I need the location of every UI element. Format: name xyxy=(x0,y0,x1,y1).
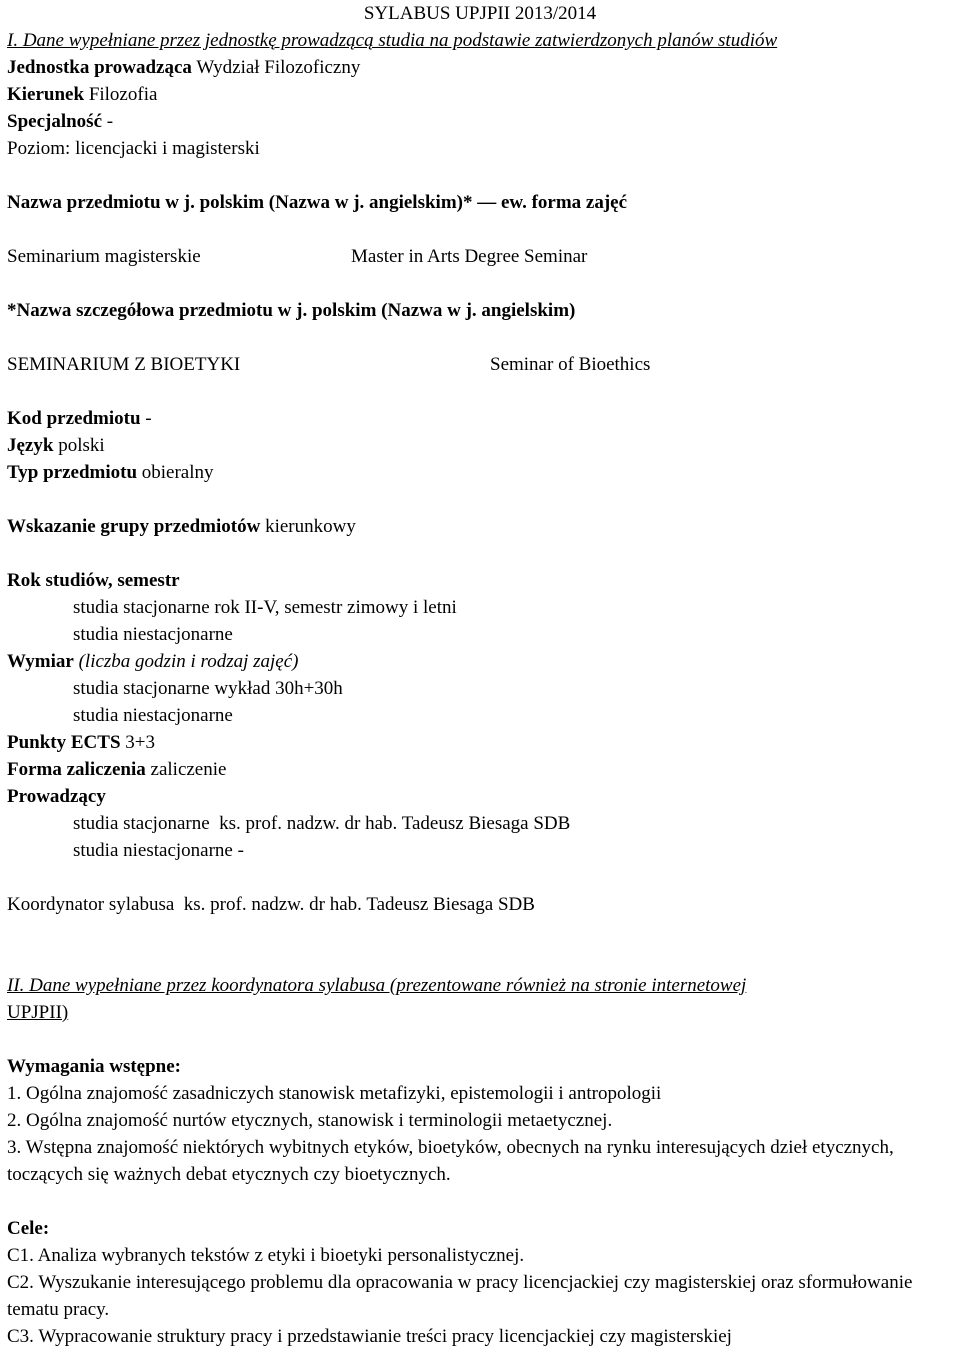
goals-label: Cele: xyxy=(7,1218,50,1239)
prerequisites-label: Wymagania wstępne: xyxy=(7,1056,181,1077)
year-semester-full-time: studia stacjonarne rok II-V, semestr zimowy i letni xyxy=(73,597,457,618)
section2-heading-line1: II. Dane wypełniane przez koordynatora sylabusa (prezentowane również na stronie internetowej xyxy=(7,975,747,996)
lecturer-part-time: studia niestacjonarne - xyxy=(73,840,244,861)
course-name-polish: Seminarium magisterskie xyxy=(7,246,201,267)
course-type-value: obieralny xyxy=(141,462,214,483)
goal-item: C3. Wypracowanie struktury pracy i przedstawianie treści pracy licencjackiej czy magisterskiej xyxy=(7,1326,732,1347)
workload-part-time: studia niestacjonarne xyxy=(73,705,233,726)
ects-value: 3+3 xyxy=(125,732,155,753)
field-label: Kierunek xyxy=(7,84,85,105)
workload-full-time: studia stacjonarne wykład 30h+30h xyxy=(73,678,343,699)
ects-row xyxy=(7,729,953,756)
ects-label: Punkty ECTS xyxy=(7,732,121,753)
unit-value: Wydział Filozoficzny xyxy=(196,57,361,78)
prerequisite-item: 2. Ogólna znajomość nurtów etycznych, stanowisk i terminologii metaetycznej. xyxy=(7,1110,613,1131)
course-name-row xyxy=(7,243,953,270)
year-semester-part-time: studia niestacjonarne xyxy=(73,624,233,645)
lecturer-full-time: studia stacjonarne ks. prof. nadzw. dr hab. Tadeusz Biesaga SDB xyxy=(73,813,571,834)
prerequisite-item: 3. Wstępna znajomość niektórych wybitnych etyków, bioetyków, obecnych na rynku interesujących dzieł etycznych, toczących się ważnych debat etycznych czy bioetycznych. xyxy=(7,1137,894,1185)
specialty-value: - xyxy=(106,111,114,132)
field-row xyxy=(7,81,953,108)
level-row: Poziom: licencjacki i magisterski xyxy=(7,138,260,159)
course-code-row xyxy=(7,405,953,432)
course-name-english: Master in Arts Degree Seminar xyxy=(351,246,588,267)
course-code-label: Kod przedmiotu xyxy=(7,408,141,429)
section1-heading: I. Dane wypełniane przez jednostkę prowadzącą studia na podstawie zatwierdzonych planów studiów xyxy=(7,30,778,51)
language-label: Język xyxy=(7,435,54,456)
course-code-value: - xyxy=(145,408,152,429)
goal-item: C2. Wyszukanie interesującego problemu dla opracowania w pracy licencjackiej czy magisterskiej oraz sformułowanie tematu pracy. xyxy=(7,1272,913,1320)
unit-row xyxy=(7,54,953,81)
lecturer-label: Prowadzący xyxy=(7,786,106,807)
year-semester-label: Rok studiów, semestr xyxy=(7,570,180,591)
syllabus-document xyxy=(7,0,953,1350)
specialty-row xyxy=(7,108,953,135)
workload-row xyxy=(7,648,953,675)
assessment-value: zaliczenie xyxy=(150,759,227,780)
workload-label: Wymiar xyxy=(7,651,74,672)
language-row xyxy=(7,432,953,459)
goal-item: C1. Analiza wybranych tekstów z etyki i bioetyki personalistycznej. xyxy=(7,1245,525,1266)
detailed-name-english: Seminar of Bioethics xyxy=(490,354,651,375)
assessment-label: Forma zaliczenia xyxy=(7,759,146,780)
course-type-row xyxy=(7,459,953,486)
coordinator-row: Koordynator sylabusa ks. prof. nadzw. dr hab. Tadeusz Biesaga SDB xyxy=(7,894,535,915)
specialty-label: Specjalność xyxy=(7,111,102,132)
course-type-label: Typ przedmiotu xyxy=(7,462,138,483)
field-value: Filozofia xyxy=(88,84,158,105)
workload-note: (liczba godzin i rodzaj zajęć) xyxy=(78,651,299,672)
section2-heading-line2-text: UPJPII) xyxy=(7,1002,69,1023)
course-group-label: Wskazanie grupy przedmiotów xyxy=(7,516,261,537)
document-title: SYLABUS UPJPII 2013/2014 xyxy=(363,3,597,24)
detailed-name-heading: *Nazwa szczegółowa przedmiotu w j. polskim (Nazwa w j. angielskim) xyxy=(7,300,576,321)
course-group-row xyxy=(7,513,953,540)
assessment-row xyxy=(7,756,953,783)
detailed-name-row xyxy=(7,351,953,378)
course-name-heading: Nazwa przedmiotu w j. polskim (Nazwa w j. angielskim)* — ew. forma zajęć xyxy=(7,192,628,213)
detailed-name-polish: SEMINARIUM Z BIOETYKI xyxy=(7,354,241,375)
prerequisite-item: 1. Ogólna znajomość zasadniczych stanowisk metafizyki, epistemologii i antropologii xyxy=(7,1083,662,1104)
language-value: polski xyxy=(58,435,105,456)
section2-heading-line2 xyxy=(7,999,953,1026)
unit-label: Jednostka prowadząca xyxy=(7,57,192,78)
course-group-value: kierunkowy xyxy=(265,516,356,537)
